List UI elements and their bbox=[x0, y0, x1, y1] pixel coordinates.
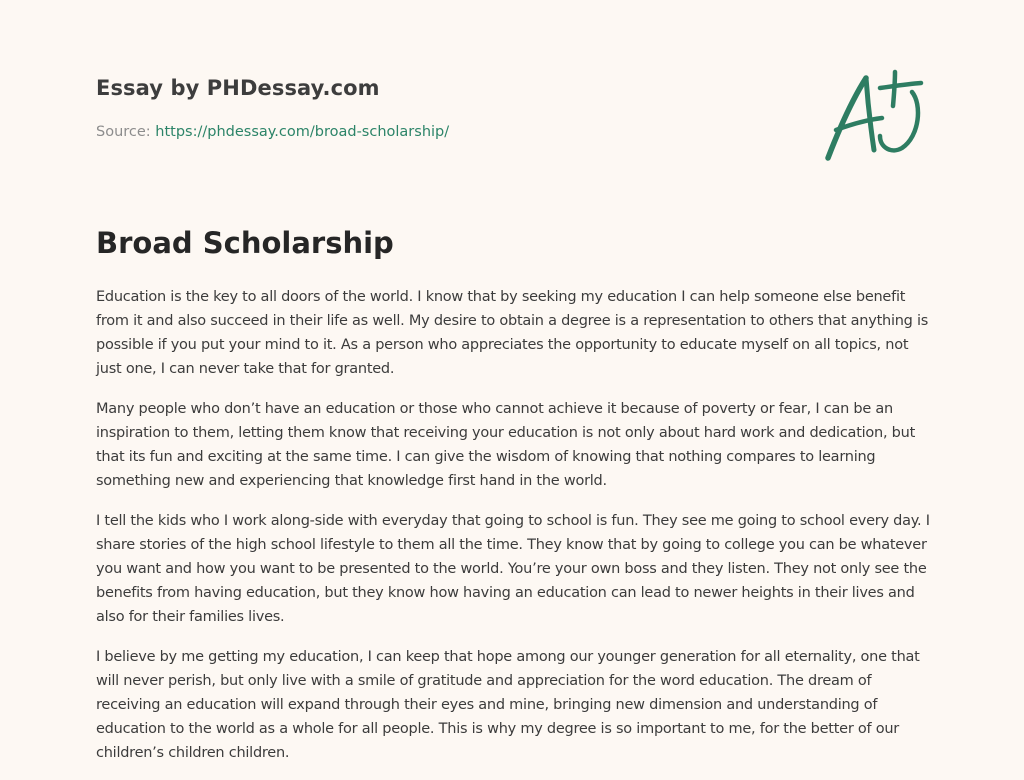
essay-paragraph: I believe by me getting my education, I can keep that hope among our younger generation for all eternality, one that will never perish, but only live with a smile of gratitude and appreciation for the word education. The dream of receiving an education will expand through their eyes and mine, bringing new dimension and understanding of education to the world as a whole for all people. This is why my degree is so important to me, for the better of our children’s children children. bbox=[96, 649, 920, 761]
essay-paragraph: Education is the key to all doors of the world. I know that by seeking my education I can help someone else benefit from it and also succeed in their life as well. My desire to obtain a degree is a representation to others that anything is possible if you put your mind to it. As a person who appreciates the opportunity to educate myself on all topics, not just one, I can never take that for granted. bbox=[96, 289, 929, 377]
logo-a-left-stroke bbox=[828, 78, 866, 158]
essay-paragraph: Many people who don’t have an education or those who cannot achieve it because of poverty or fear, I can be an inspiration to them, letting them know that receiving your education is not only about hard work and dedication, but that its fun and exciting at the same time. I can give the wisdom of knowing that nothing compares to learning something new and experiencing that knowledge first hand in the world. bbox=[96, 401, 916, 489]
a-plus-logo bbox=[818, 66, 930, 166]
logo-plus-horizontal bbox=[880, 83, 921, 88]
essay-title: Broad Scholarship bbox=[96, 226, 394, 260]
source-link[interactable]: https://phdessay.com/broad-scholarship/ bbox=[155, 124, 450, 140]
logo-plus-vertical bbox=[893, 72, 895, 106]
essay-body bbox=[96, 285, 936, 780]
essay-paragraph: I tell the kids who I work along-side with everyday that going to school is fun. They see me going to school every day. I share stories of the high school lifestyle to them all the time. They know that by going to college you can be whatever you want and how you want to be presented to the world. You’re your own boss and they listen. They not only see the benefits from having education, but they know how having an education can lead to newer heights in their lives and also for their families lives. bbox=[96, 513, 930, 625]
logo-curve bbox=[880, 92, 918, 150]
site-title: Essay by PHDessay.com bbox=[96, 76, 380, 100]
source-label: Source: bbox=[96, 124, 151, 140]
logo-a-right-stroke bbox=[866, 78, 874, 150]
source-line bbox=[96, 124, 449, 140]
